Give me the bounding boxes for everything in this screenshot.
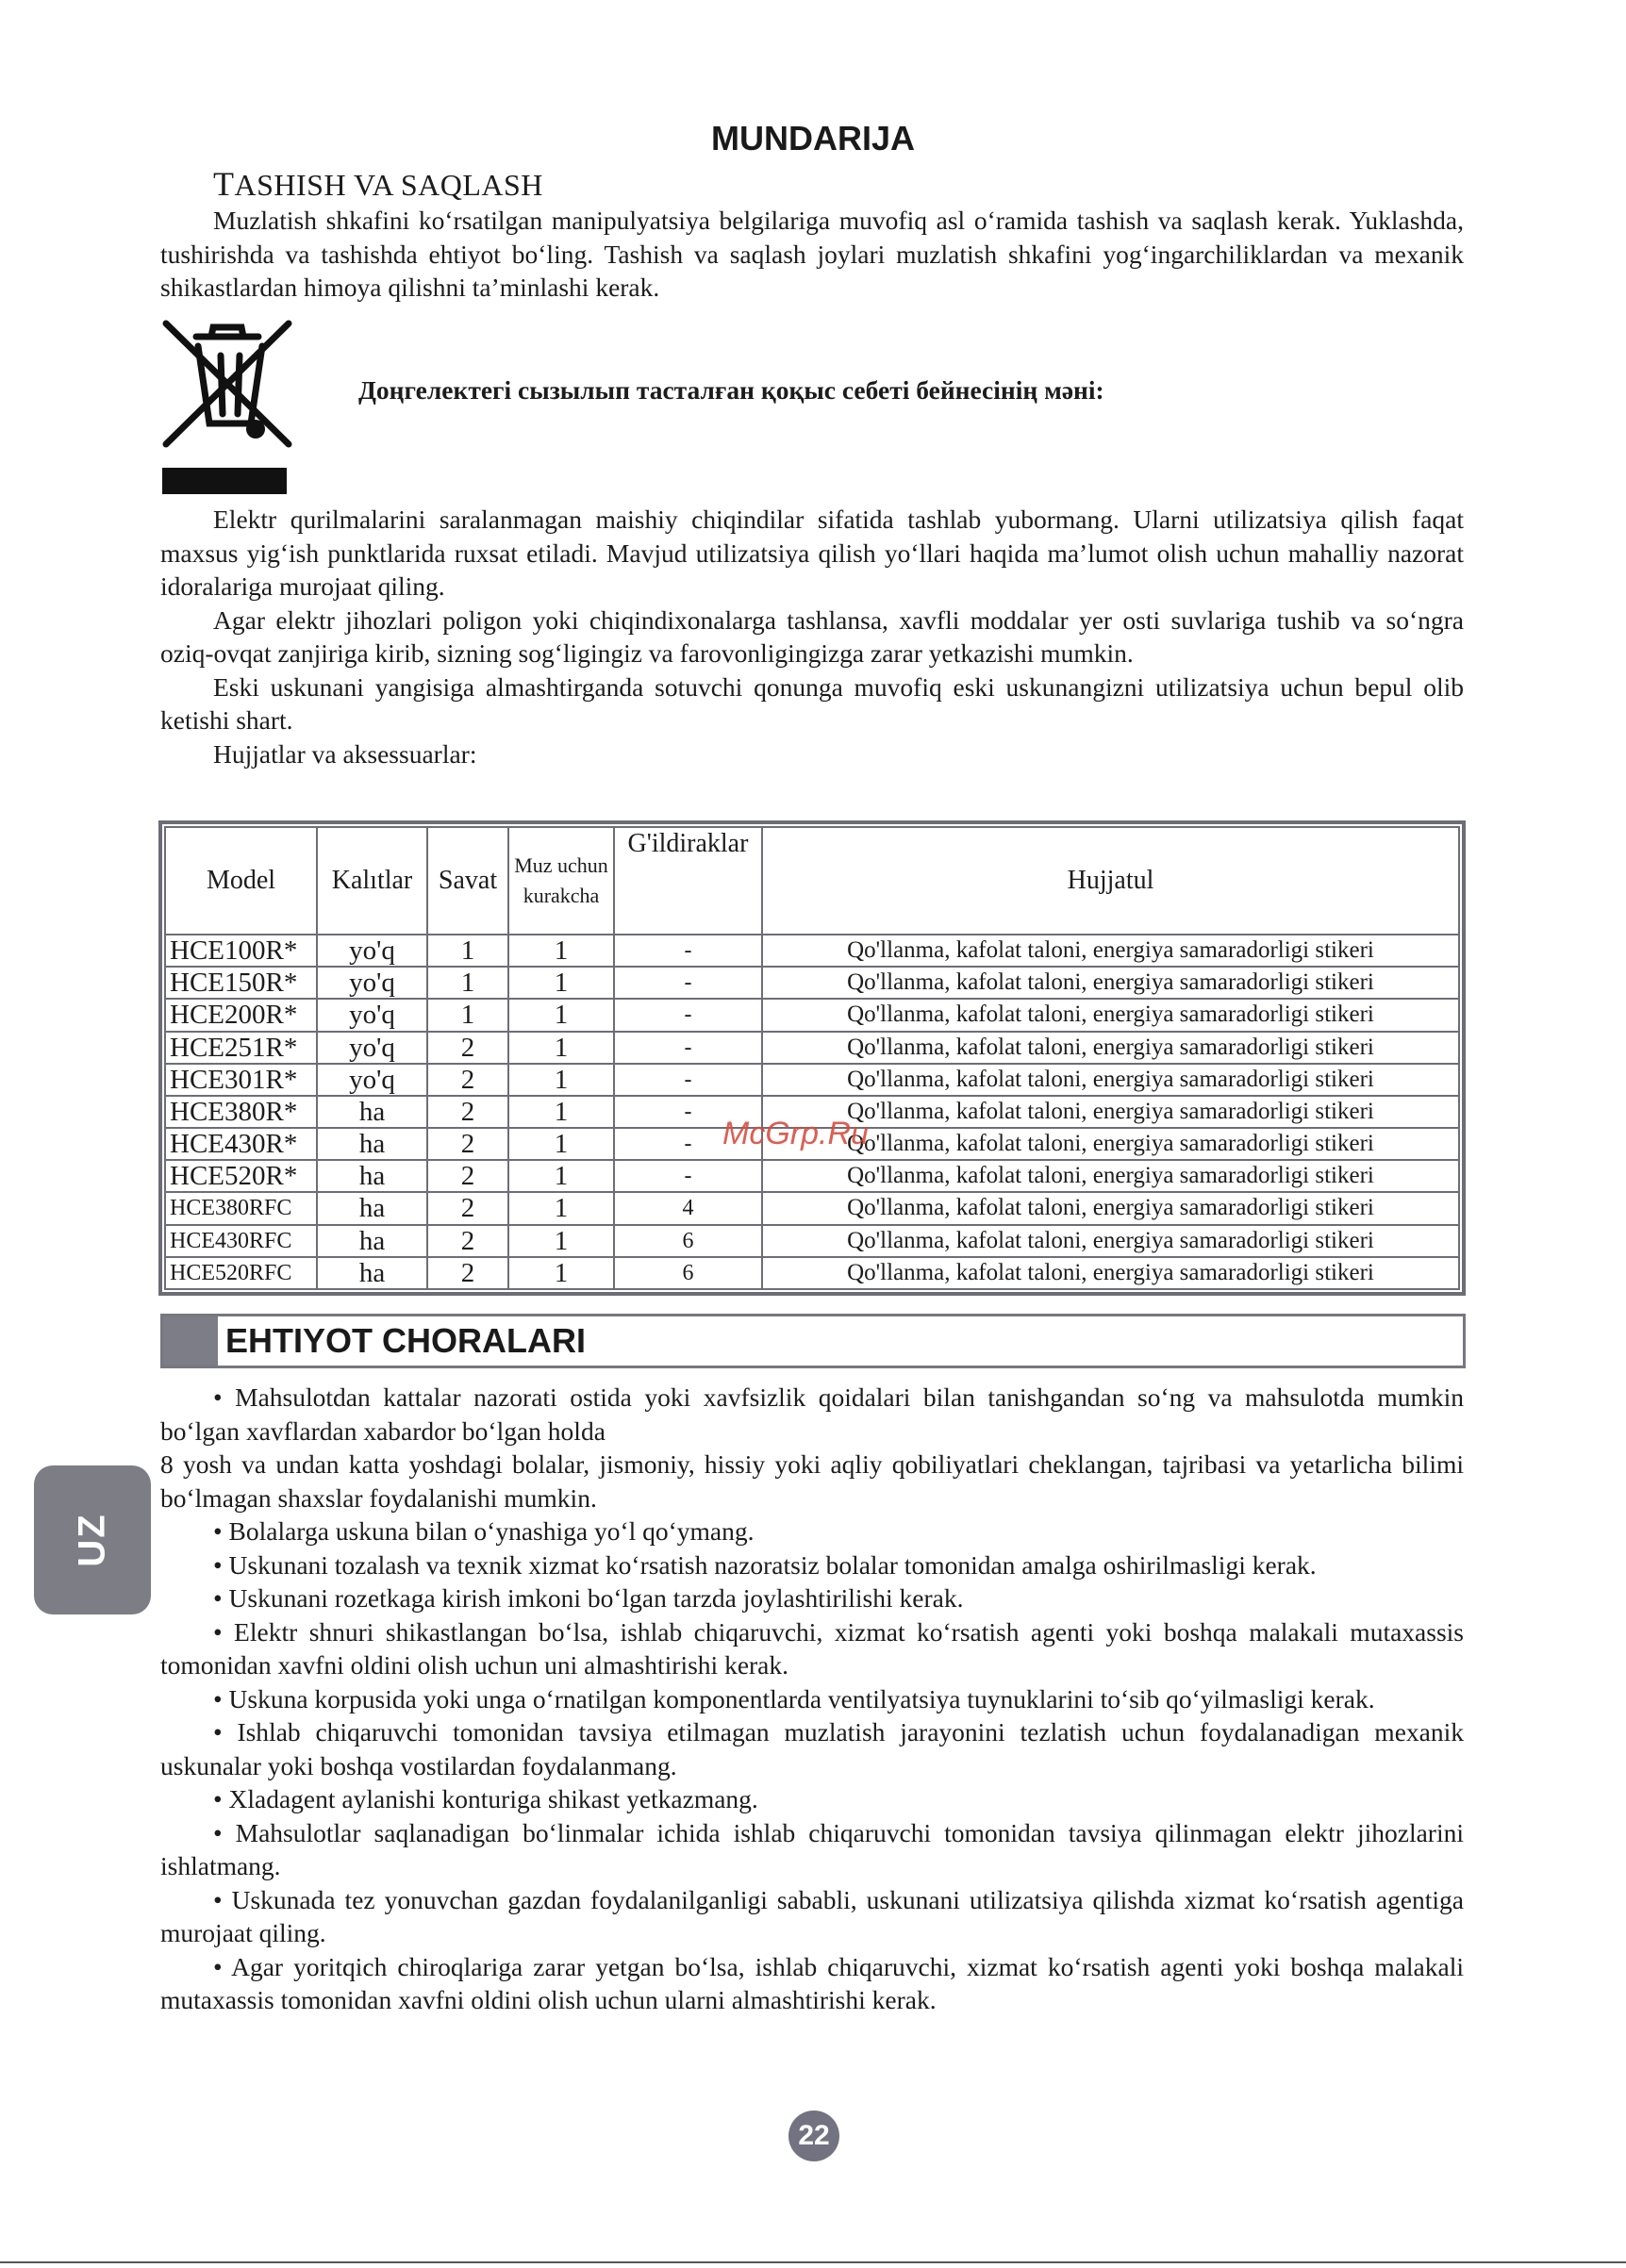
header-keys: Kalıtlar [317, 827, 427, 935]
cell-scraper: 1 [508, 1096, 614, 1128]
cell-scraper: 1 [508, 1225, 614, 1257]
table-row [165, 1225, 1459, 1257]
precaution-item: • Ishlab chiqaruvchi tomonidan tavsiya etilmagan muzlatish jarayonini tezlatish uchun foydalanadigan mexanik uskunalar yoki boshqa vostilardan foydalanmang. [160, 1717, 1464, 1780]
table-row [165, 1064, 1459, 1096]
disposal-paragraph: Agar elektr jihozlari poligon yoki chiqindixonalarga tashlansa, xavfli moddalar yer osti suvlariga tushib va so‘ngra oziq-ovqat zanjiriga kirib, sizning sog‘ligingiz va farovonligingizga zarar yetkazishi mumkin. [160, 604, 1464, 668]
cell-basket: 2 [427, 1160, 508, 1192]
disposal-paragraph: Hujjatlar va aksessuarlar: [213, 738, 477, 769]
cell-wheels: - [614, 1160, 762, 1192]
cell-wheels: - [614, 1096, 762, 1128]
crossed-out-wheelie-bin-icon [158, 318, 296, 450]
disposal-paragraph: Eski uskunani yangisiga almashtirganda sotuvchi qonunga muvofiq eski uskunangizni utilizatsiya uchun bepul olib ketishi shart. [160, 671, 1464, 735]
cell-docs: Qo'llanma, kafolat taloni, energiya samaradorligi stikeri [762, 1064, 1459, 1096]
header-docs: Hujjatul [762, 827, 1459, 935]
cell-basket: 1 [427, 935, 508, 967]
header-model: Model [165, 827, 317, 935]
header-ice-scraper: Muz uchun kurakcha [508, 827, 614, 935]
precaution-item: • Mahsulotdan kattalar nazorati ostida yoki xavfsizlik qoidalari bilan tanishgandan so‘ng va mahsulotda mumkin bo‘lgan xavflardan xabardor bo‘lgan holda [160, 1382, 1464, 1446]
cell-docs: Qo'llanma, kafolat taloni, energiya samaradorligi stikeri [762, 1096, 1459, 1128]
cell-basket: 1 [427, 999, 508, 1031]
cell-keys: yo'q [317, 935, 427, 967]
cell-model: HCE150R* [165, 967, 317, 999]
table-row [165, 967, 1459, 999]
cell-basket: 2 [427, 1096, 508, 1128]
cell-basket: 2 [427, 1064, 508, 1096]
table-row [165, 1192, 1459, 1224]
cell-scraper: 1 [508, 1160, 614, 1192]
cell-keys: yo'q [317, 999, 427, 1031]
precaution-item: • Uskunada tez yonuvchan gazdan foydalanilganligi sababli, uskunani utilizatsiya qilishda xizmat ko‘rsatish agentiga murojaat qiling. [160, 1884, 1464, 1947]
precaution-item: • Elektr shnuri shikastlangan bo‘lsa, ishlab chiqaruvchi, xizmat ko‘rsatish agenti yoki boshqa malakali mutaxassis tomonidan xavfni oldini olish uchun uni almashtirishi kerak. [160, 1616, 1464, 1680]
cell-model: HCE520RFC [165, 1257, 317, 1289]
cell-scraper: 1 [508, 1257, 614, 1289]
cell-docs: Qo'llanma, kafolat taloni, energiya samaradorligi stikeri [762, 1257, 1459, 1289]
transport-heading-rest: ASHISH VA SAQLASH [234, 168, 543, 202]
cell-keys: ha [317, 1257, 427, 1289]
header-wheels: G'ildiraklar [614, 827, 762, 935]
precautions-text [160, 1381, 1464, 2017]
cell-basket: 1 [427, 967, 508, 999]
disposal-text [160, 503, 1464, 770]
table-row [165, 999, 1459, 1031]
accessories-table-frame [158, 820, 1466, 1296]
cell-scraper: 1 [508, 935, 614, 967]
table-row [165, 1160, 1459, 1192]
cell-model: HCE430R* [165, 1128, 317, 1160]
cell-model: HCE251R* [165, 1032, 317, 1064]
cell-docs: Qo'llanma, kafolat taloni, energiya samaradorligi stikeri [762, 1032, 1459, 1064]
cell-keys: ha [317, 1192, 427, 1224]
precaution-item: • Agar yoritqich chiroqlariga zarar yetgan bo‘lsa, ishlab chiqaruvchi, xizmat ko‘rsatish agenti yoki boshqa malakali mutaxassis tomonidan xavfni oldini olish uchun ularni almashtirishi kerak. [160, 1951, 1464, 2014]
cell-wheels: 6 [614, 1257, 762, 1289]
precaution-item: 8 yosh va undan katta yoshdagi bolalar, jismoniy, hissiy yoki aqliy qobiliyatlari cheklangan, tajribasi va yetarlicha bilimi bo‘lmagan shaxslar foydalanishi mumkin. [160, 1449, 1464, 1513]
precaution-item: • Uskunani tozalash va texnik xizmat ko‘rsatish nazoratsiz bolalar tomonidan amalga oshirilmasligi kerak. [213, 1549, 1317, 1580]
table-header-row [165, 827, 1459, 935]
cell-docs: Qo'llanma, kafolat taloni, energiya samaradorligi stikeri [762, 1192, 1459, 1224]
cell-basket: 2 [427, 1128, 508, 1160]
cell-model: HCE380RFC [165, 1192, 317, 1224]
cell-keys: ha [317, 1096, 427, 1128]
transport-text [160, 204, 1464, 305]
cell-basket: 2 [427, 1225, 508, 1257]
precautions-heading-bar [160, 1314, 1466, 1368]
cell-scraper: 1 [508, 1064, 614, 1096]
precaution-item: • Xladagent aylanishi konturiga shikast yetkazmang. [213, 1784, 758, 1813]
cell-keys: yo'q [317, 967, 427, 999]
precaution-item: • Bolalarga uskuna bilan o‘ynashiga yo‘l qo‘ymang. [213, 1516, 755, 1546]
cell-keys: ha [317, 1128, 427, 1160]
heading-accent-block [163, 1316, 218, 1366]
cell-model: HCE100R* [165, 935, 317, 967]
bottom-rule [0, 2261, 1626, 2263]
cell-model: HCE520R* [165, 1160, 317, 1192]
cell-keys: yo'q [317, 1064, 427, 1096]
cell-keys: ha [317, 1225, 427, 1257]
cell-docs: Qo'llanma, kafolat taloni, energiya samaradorligi stikeri [762, 1225, 1459, 1257]
accessories-table [164, 826, 1460, 1290]
cell-keys: yo'q [317, 1032, 427, 1064]
bin-underline-bar [162, 468, 287, 494]
cell-wheels: - [614, 967, 762, 999]
cell-docs: Qo'llanma, kafolat taloni, energiya samaradorligi stikeri [762, 1128, 1459, 1160]
cell-wheels: - [614, 1064, 762, 1096]
language-tab-label: UZ [71, 1513, 113, 1567]
cell-scraper: 1 [508, 999, 614, 1031]
cell-scraper: 1 [508, 1192, 614, 1224]
precaution-item: • Uskuna korpusida yoki unga o‘rnatilgan komponentlarda ventilyatsiya tuynuklarini to‘sib qo‘yilmasligi kerak. [213, 1683, 1375, 1713]
cell-wheels: - [614, 999, 762, 1031]
transport-heading [213, 167, 543, 202]
cell-scraper: 1 [508, 1032, 614, 1064]
cell-model: HCE301R* [165, 1064, 317, 1096]
cell-model: HCE200R* [165, 999, 317, 1031]
precautions-heading: EHTIYOT CHORALARI [225, 1321, 586, 1360]
page-number: 22 [788, 2111, 839, 2161]
language-tab [34, 1465, 151, 1614]
cell-docs: Qo'llanma, kafolat taloni, energiya samaradorligi stikeri [762, 967, 1459, 999]
watermark: McGrp.Ru [722, 1116, 869, 1151]
cell-model: HCE430RFC [165, 1225, 317, 1257]
disposal-paragraph: Elektr qurilmalarini saralanmagan maishiy chiqindilar sifatida tashlab yubormang. Ularni utilizatsiya qilish faqat maxsus yig‘ish punktlarida ruxsat etiladi. Mavjud utilizatsiya qilish yo‘llari haqida ma’lumot olish uchun mahalliy nazorat idoralariga murojaat qiling. [160, 505, 1464, 601]
page-title: MUNDARIJA [711, 119, 915, 157]
transport-paragraph: Muzlatish shkafini ko‘rsatilgan manipulyatsiya belgilariga muvofiq asl o‘ramida tashish va saqlash kerak. Yuklashda, tushirishda va tashishda ehtiyot bo‘ling. Tashish va saqlash joylari muzlatish shkafini yog‘ingarchiliklardan va mexanik shikastlardan himoya qilishni ta’minlashi kerak. [160, 206, 1464, 302]
cell-wheels: 4 [614, 1192, 762, 1224]
bin-icon-caption: Доңгелектегі сызылып тасталған қоқыс себеті бейнесінің мәні: [358, 375, 1104, 405]
header-basket: Savat [427, 827, 508, 935]
cell-scraper: 1 [508, 967, 614, 999]
cell-basket: 2 [427, 1192, 508, 1224]
cell-wheels: 6 [614, 1225, 762, 1257]
cell-wheels: - [614, 1032, 762, 1064]
cell-basket: 2 [427, 1032, 508, 1064]
cell-docs: Qo'llanma, kafolat taloni, energiya samaradorligi stikeri [762, 1160, 1459, 1192]
table-row [165, 1032, 1459, 1064]
transport-heading-initial: T [213, 165, 235, 203]
cell-wheels: - [614, 1128, 762, 1160]
cell-docs: Qo'llanma, kafolat taloni, energiya samaradorligi stikeri [762, 999, 1459, 1031]
cell-keys: ha [317, 1160, 427, 1192]
cell-docs: Qo'llanma, kafolat taloni, energiya samaradorligi stikeri [762, 935, 1459, 967]
table-row [165, 935, 1459, 967]
cell-scraper: 1 [508, 1128, 614, 1160]
cell-model: HCE380R* [165, 1096, 317, 1128]
precaution-item: • Uskunani rozetkaga kirish imkoni bo‘lgan tarzda joylashtirilishi kerak. [213, 1583, 964, 1613]
table-row [165, 1257, 1459, 1289]
precaution-item: • Mahsulotlar saqlanadigan bo‘linmalar ichida ishlab chiqaruvchi tomonidan tavsiya qilinmagan elektr jihozlarini ishlatmang. [160, 1817, 1464, 1880]
cell-basket: 2 [427, 1257, 508, 1289]
cell-wheels: - [614, 935, 762, 967]
